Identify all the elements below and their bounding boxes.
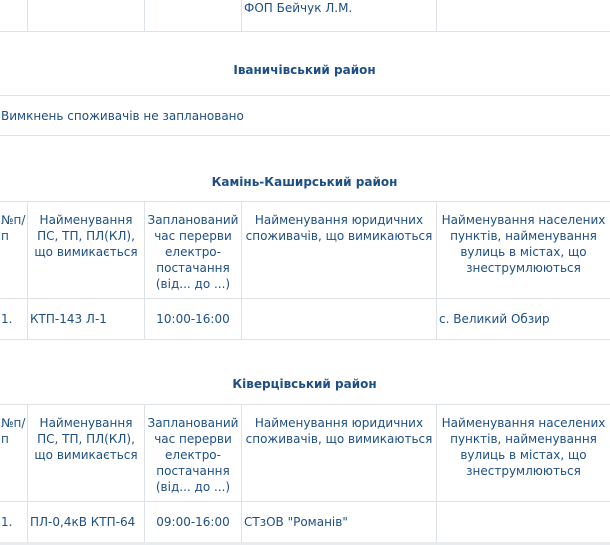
- row-ps: ПЛ-0,4кВ КТП-64: [28, 502, 145, 543]
- note-row: [0, 96, 610, 136]
- header-ps: Найменування ПС, ТП, ПЛ(КЛ), що вимикається: [28, 202, 145, 299]
- district-row: [0, 340, 610, 405]
- no-outages-note: Вимкнень споживачів не заплановано: [0, 96, 610, 136]
- table-row: [0, 502, 610, 543]
- row-num: 1.: [0, 502, 28, 543]
- header-num: №п/п: [0, 202, 28, 299]
- header-settlements: Найменування населених пунктів, найменування вулиць в містах, що знеструмлюються: [437, 202, 610, 299]
- row-time: 10:00-16:00: [145, 299, 242, 340]
- header-legal: Найменування юридичних споживачів, що вимикаються: [242, 405, 437, 502]
- table-row: [0, 299, 610, 340]
- header-time: Запланований час перерви електро-постачання (від... до ...): [145, 202, 242, 299]
- district-title: Ківерцівський район: [0, 340, 610, 405]
- district-row: [0, 136, 610, 202]
- header-time: Запланований час перерви електро-постачання (від... до ...): [145, 405, 242, 502]
- row-time: 09:00-16:00: [145, 502, 242, 543]
- row-ps: КТП-143 Л-1: [28, 299, 145, 340]
- legal-consumer-cell: ФОП Бейчук Л.М.: [242, 0, 437, 32]
- table-row: [0, 0, 610, 32]
- header-row: [0, 405, 610, 502]
- district-title: Іваничівський район: [0, 32, 610, 96]
- row-settlements: [437, 502, 610, 543]
- district-title: Камінь-Каширський район: [0, 136, 610, 202]
- header-settlements: Найменування населених пунктів, найменування вулиць в містах, що знеструмлюються: [437, 405, 610, 502]
- header-num: №п/п: [0, 405, 28, 502]
- row-settlements: с. Великий Обзир: [437, 299, 610, 340]
- header-row: [0, 202, 610, 299]
- row-legal: [242, 299, 437, 340]
- header-legal: Найменування юридичних споживачів, що вимикаються: [242, 202, 437, 299]
- header-ps: Найменування ПС, ТП, ПЛ(КЛ), що вимикається: [28, 405, 145, 502]
- district-row: [0, 32, 610, 96]
- row-legal: СТзОВ "Романів": [242, 502, 437, 543]
- row-num: 1.: [0, 299, 28, 340]
